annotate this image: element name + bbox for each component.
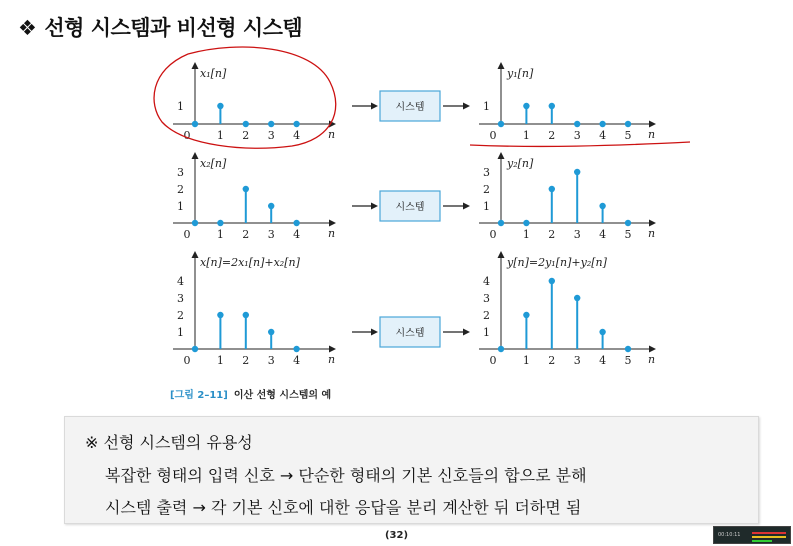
row2-input-xtick: 2 (242, 228, 250, 241)
row1-output-x-arrow-icon (649, 121, 656, 128)
video-thumbnail[interactable] (713, 526, 791, 544)
row2-input-ytick: 1 (177, 200, 184, 213)
row1-output-stem-dot (523, 103, 529, 109)
figure-caption-text: 이산 선형 시스템의 예 (233, 390, 332, 401)
row3-output-stem-dot (599, 329, 605, 335)
row3-input-stem-dot (217, 312, 223, 318)
thumbnail-bar-red (752, 532, 786, 534)
row2-input-xtick: 4 (293, 228, 301, 241)
row3-output-ytick: 4 (483, 275, 490, 288)
row1-input-xtick: 3 (267, 129, 275, 142)
row3-output-stem-dot (625, 346, 631, 352)
note-line-decompose: 복잡한 형태의 입력 신호 → 단순한 형태의 기본 신호들의 합으로 분해 (105, 466, 587, 485)
note-box (64, 416, 759, 524)
thumbnail-bar-yellow (752, 536, 786, 538)
note-line-output: 시스템 출력 → 각 기본 신호에 대한 응답을 분리 계산한 뒤 더하면 됨 (105, 498, 582, 517)
row1-output-xtick: 3 (573, 129, 581, 142)
row3-out-arrow-icon (463, 329, 470, 336)
row1-output-xtick: 5 (624, 129, 632, 142)
row3-output-xtick: 1 (522, 354, 530, 367)
row2-output-stem-dot (574, 169, 580, 175)
row1-output-xtick: 2 (548, 129, 556, 142)
row3-input-ytick: 2 (177, 309, 184, 322)
row3-input-xtick: 3 (267, 354, 275, 367)
row3-input-stem-dot (293, 346, 299, 352)
row3-system-label: 시스템 (395, 328, 425, 339)
row3-input-xtick: 4 (293, 354, 301, 367)
row2-output-xtick: 1 (522, 228, 530, 241)
row2-output-signal-label: y₂[n] (507, 157, 534, 170)
row2-output-xtick: 2 (548, 228, 556, 241)
row3-output-ytick: 3 (483, 292, 490, 305)
row1-output-stem-dot (574, 121, 580, 127)
row2-output-stem-dot (498, 220, 504, 226)
row1-input-xtick: 2 (242, 129, 250, 142)
row1-system-label: 시스템 (395, 102, 425, 113)
row2-output-xtick: 0 (489, 228, 497, 241)
row2-input-stem-dot (268, 203, 274, 209)
row1-input-xtick: 1 (216, 129, 224, 142)
row2-input-signal-label: x₂[n] (200, 157, 227, 170)
row2-input-xtick: 1 (216, 228, 224, 241)
row1-out-arrow-icon (463, 103, 470, 110)
row3-input-xtick: 1 (216, 354, 224, 367)
row3-input-xtick: 2 (242, 354, 250, 367)
row3-output-xtick: 5 (624, 354, 632, 367)
slide-title-text: 선형 시스템과 비선형 시스템 (44, 16, 303, 40)
row3-output-signal-label: y[n]=2y₁[n]+y₂[n] (507, 256, 607, 269)
row3-output-axis-var: n (648, 353, 656, 366)
row1-output-ytick: 1 (483, 100, 490, 113)
row1-input-stem-dot (192, 121, 198, 127)
row3-input-axis-var: n (328, 353, 336, 366)
row1-output-signal-label: y₁[n] (507, 67, 534, 80)
row2-output-stem-dot (599, 203, 605, 209)
row3-input-stem-dot (268, 329, 274, 335)
note-heading: ※ 선형 시스템의 유용성 (85, 433, 253, 452)
row1-input-stem-dot (293, 121, 299, 127)
row1-output-xtick: 1 (522, 129, 530, 142)
row2-output-xtick: 4 (599, 228, 607, 241)
row3-input-stem-dot (243, 312, 249, 318)
row1-output-xtick: 0 (489, 129, 497, 142)
row2-output-x-arrow-icon (649, 220, 656, 227)
row3-input-y-arrow-icon (192, 251, 199, 258)
row2-input-stem-dot (192, 220, 198, 226)
row2-in-arrow-icon (371, 203, 378, 210)
row3-output-xtick: 3 (573, 354, 581, 367)
row1-output-stem-dot (599, 121, 605, 127)
row1-input-axis-var: n (328, 128, 336, 141)
row3-in-arrow-icon (371, 329, 378, 336)
row2-output-stem-dot (549, 186, 555, 192)
row2-input-stem-dot (243, 186, 249, 192)
row3-output-stem-dot (574, 295, 580, 301)
row3-input-xtick: 0 (183, 354, 191, 367)
row2-input-xtick: 3 (267, 228, 275, 241)
row1-input-signal-label: x₁[n] (200, 67, 227, 80)
row1-input-stem-dot (268, 121, 274, 127)
row1-output-axis-var: n (648, 128, 656, 141)
row3-output-stem-dot (523, 312, 529, 318)
row3-input-ytick: 3 (177, 292, 184, 305)
row2-output-stem-dot (625, 220, 631, 226)
row1-output-stem-dot (625, 121, 631, 127)
red-underline-annotation (470, 142, 690, 146)
thumbnail-time: 00:10:11 (718, 532, 741, 538)
row3-output-xtick: 0 (489, 354, 497, 367)
row3-input-x-arrow-icon (329, 346, 336, 353)
row1-in-arrow-icon (371, 103, 378, 110)
row2-output-ytick: 2 (483, 183, 490, 196)
row1-output-stem-dot (549, 103, 555, 109)
row2-input-stem-dot (293, 220, 299, 226)
row3-output-xtick: 2 (548, 354, 556, 367)
row2-output-xtick: 3 (573, 228, 581, 241)
row3-input-signal-label: x[n]=2x₁[n]+x₂[n] (200, 256, 300, 269)
row2-input-x-arrow-icon (329, 220, 336, 227)
page-number: (32) (384, 530, 409, 541)
row3-output-stem-dot (498, 346, 504, 352)
row2-output-stem-dot (523, 220, 529, 226)
row2-input-y-arrow-icon (192, 152, 199, 159)
row3-input-stem-dot (192, 346, 198, 352)
diamond-bullet-icon: ❖ (18, 16, 37, 40)
row1-output-xtick: 4 (599, 129, 607, 142)
row3-output-xtick: 4 (599, 354, 607, 367)
row2-input-stem-dot (217, 220, 223, 226)
row3-output-y-arrow-icon (498, 251, 505, 258)
row1-input-ytick: 1 (177, 100, 184, 113)
row2-output-xtick: 5 (624, 228, 632, 241)
row1-output-stem-dot (498, 121, 504, 127)
row2-output-y-arrow-icon (498, 152, 505, 159)
row3-output-ytick: 2 (483, 309, 490, 322)
row1-input-stem-dot (217, 103, 223, 109)
row2-output-axis-var: n (648, 227, 656, 240)
row3-output-stem-dot (549, 278, 555, 284)
row1-input-xtick: 0 (183, 129, 191, 142)
row1-output-y-arrow-icon (498, 62, 505, 69)
row3-input-ytick: 4 (177, 275, 184, 288)
row1-input-xtick: 4 (293, 129, 301, 142)
row2-system-label: 시스템 (395, 202, 425, 213)
row1-input-stem-dot (243, 121, 249, 127)
row3-output-ytick: 1 (483, 326, 490, 339)
figure-caption-number: [그림 2–11] (170, 390, 228, 401)
row2-output-ytick: 3 (483, 166, 490, 179)
row2-input-xtick: 0 (183, 228, 191, 241)
row3-input-ytick: 1 (177, 326, 184, 339)
row1-input-y-arrow-icon (192, 62, 199, 69)
thumbnail-bar-green (752, 540, 772, 542)
row2-output-ytick: 1 (483, 200, 490, 213)
row2-input-ytick: 2 (177, 183, 184, 196)
figure-caption (170, 386, 331, 401)
row2-out-arrow-icon (463, 203, 470, 210)
row3-output-x-arrow-icon (649, 346, 656, 353)
row2-input-axis-var: n (328, 227, 336, 240)
row2-input-ytick: 3 (177, 166, 184, 179)
